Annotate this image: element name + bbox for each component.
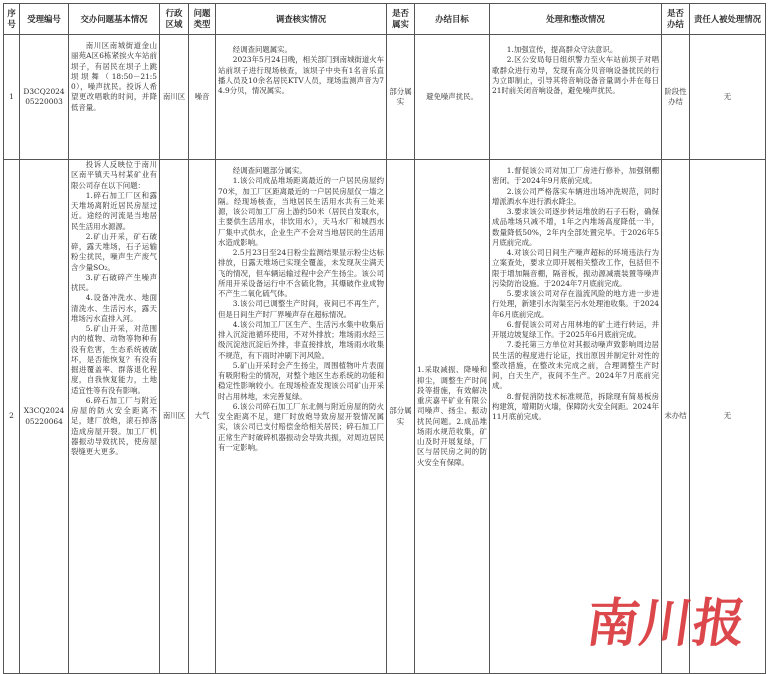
- header-completed: 是否办结: [662, 4, 690, 35]
- problem-paragraph: 1.碎石加工厂区和露天堆场离附近居民房屋过近。途经的河流是当地居民生活用水源源。: [71, 190, 157, 231]
- cell-code: X3CQ202405220064: [20, 160, 69, 674]
- cell-true-status: 部分属实: [387, 35, 415, 160]
- cell-handling: [490, 35, 662, 160]
- problem-paragraph: 4.设备冲洗水、地面清洗水、生活污水，露天堆场污水直排入河。: [71, 293, 157, 323]
- investigation-paragraph: 4.该公司加工厂区生产、生活污水集中收集后排入沉淀池循环使用，不对外排放；堆场雨水经三级沉淀池沉淀后外排，非直接排放，堆场雨水收集不规范，有下雨时冲刷下河风险。: [218, 319, 384, 360]
- header-district: 行政区域: [160, 4, 189, 35]
- handling-paragraph: 3.要求该公司逐步转运堆放的石子石粉，确保成品堆场只减不增，1年之内堆场高度降低一半，数量降低50%，2年内全部处置完毕。于2026年5月底前完成。: [492, 207, 659, 247]
- header-problem: 交办问题基本情况: [69, 4, 160, 35]
- case-table: [3, 3, 766, 674]
- cell-investigation: [216, 35, 387, 160]
- investigation-paragraph: 经调查问题部分属实。: [232, 166, 307, 175]
- investigation-paragraph: 1.该公司成品堆场距离最近的一户居民房屋约70米，加工厂区距离最近的一户居民房屋仅一墙之隔。经现场核查，当地居民生活用水共有三处来源，该公司加工厂房上游约50米（居民自发取水，主要供生活用水，非饮用水），天马水厂和城西水厂集中式供水，企业生产不会对当地居民的生活用水造成影响。: [218, 176, 384, 247]
- cell-accountability: 无: [690, 160, 766, 674]
- cell-accountability: 无: [690, 35, 766, 160]
- handling-paragraph: 2.区公安局每日组织警力至火车站前坝子对唱歌群众进行劝导，发现有高分贝音响设备扰民的行为立即制止，引导其将音响设备音量调小并在每日21时前关闭音响设备，避免噪声扰民。: [492, 55, 659, 95]
- investigation-paragraph: 2023年5月24日晚，相关部门到南城街道火车站前坝子进行现场核查，该坝子中央有1名音乐直播人员及10余名居民KTV人员，现场监测声音为74.9分贝，情况属实。: [218, 55, 384, 95]
- header-row: [4, 4, 766, 35]
- cell-true-status: 部分属实: [387, 160, 415, 674]
- handling-paragraph: 8.督促消防技术标准规范，拆除现有简易板房构建筑，增期防火墙，保障防火安全间距。2024年11月底前完成。: [492, 391, 659, 421]
- cell-district: 南川区: [160, 35, 189, 160]
- newspaper-watermark-logo: 南川报: [582, 593, 751, 654]
- cell-completed: 未办结: [662, 160, 690, 674]
- cell-completed: 阶段性办结: [662, 35, 690, 160]
- header-seq: 序号: [4, 4, 20, 35]
- header-type: 问题类型: [189, 4, 216, 35]
- header-code: 受理编号: [20, 4, 69, 35]
- table-row: [4, 35, 766, 160]
- cell-type: 大气: [189, 160, 216, 674]
- investigation-paragraph: 5.矿山开采时会产生扬尘，周围植物叶片表面有吸附粉尘的情况，对整个地区生态系统的功能和稳定性影响较小。在现场检查发现该公司矿山开采时占用林地，未完善复绿。: [218, 360, 384, 401]
- cell-goal: 1.采取减振、降噪和抑尘，调整生产时间段等措施，有效解决重庆嘉平矿业有限公司噪声、扬尘、振动扰民问题。2.成品堆场雨水规范收集，矿山及时开展复绿，厂区与居民房之间的防火安全有保障。: [415, 160, 490, 674]
- handling-paragraph: 5.要求该公司对存在溢流风险的地方进一步进行处理，新建引水沟渠至污水处理池收集。于2024年6月底前完成。: [492, 289, 659, 319]
- cell-seq: 1: [4, 35, 20, 160]
- cell-problem: [69, 35, 160, 160]
- handling-paragraph: 6.督促该公司对占用林地的矿土进行转运，并开展边坡复绿工作。于2025年6月底前完成。: [492, 319, 659, 339]
- header-true-status: 是否属实: [387, 4, 415, 35]
- cell-goal: 避免噪声扰民。: [415, 35, 490, 160]
- investigation-paragraph: 6.该公司碎石加工厂东北侧与附近房屋的防火安全距离不足，建厂时放炮导致房屋开裂情况属实，该公司已支付赔偿金给相关居民；碎石加工厂正常生产时破碎机器振动会导致共振，对周边居民有一定影响。: [218, 401, 384, 452]
- handling-paragraph: 1.加强宣传，提高群众守法意识。: [506, 45, 618, 54]
- cell-seq: 2: [4, 160, 20, 674]
- handling-paragraph: 4.对该公司日间生产噪声超标的环境违法行为立案查处，要求立即开展相关整改工作，包括但不限于增加隔音棚，隔音板，振动源减震装置等噪声污染防治设施。于2024年7月底前完成。: [492, 248, 659, 288]
- handling-paragraph: 2.该公司严格落实车辆进出场冲洗规范，同时增派洒水车进行洒水降尘。: [492, 186, 659, 206]
- problem-paragraph: 投诉人反映位于南川区南平镇天马村某矿业有限公司存在以下问题：: [71, 160, 157, 190]
- investigation-paragraph: 2.5月23日至24日粉尘监测结果显示粉尘达标排放，日露天堆场已实现全覆盖，未发现灰尘满天飞的情况，但车辆运输过程中会产生扬尘。该公司所用开采设备运行中不含硫化物，其爆破作业成物不产生二氧化硫气体。: [218, 248, 384, 298]
- handling-paragraph: 7.委托第三方单位对其振动噪声致影响周边居民生活的程度进行论证，找出原因并制定针对性的整改措施，在整改未完成之前，合理调整生产时间，白天生产，夜间不生产。2024年7月底前完成。: [492, 340, 659, 391]
- investigation-paragraph: 3.该公司已调整生产时间，夜间已不再生产，但是日间生产时厂界噪声存在超标情况。: [218, 299, 384, 319]
- header-handling: 处理和整改情况: [490, 4, 662, 35]
- header-investigation: 调查核实情况: [216, 4, 387, 35]
- problem-paragraph: 2.矿山开采，矿石破碎，露天堆场，石子运输粉尘扰民，噪声生产废气含少量SO₂。: [71, 231, 157, 272]
- problem-paragraph: 5.矿山开采，对范围内的植物、动物等物种有没有危害，生态系统被破坏，是否能恢复？有没有掘进覆盖率、群落退化程度，自我恢复能力，土地适宜性等有没有影响。: [71, 324, 157, 395]
- header-goal: 办结目标: [415, 4, 490, 35]
- cell-investigation: [216, 160, 387, 674]
- handling-paragraph: 1.督促该公司对加工厂房进行修补，加强钢棚密闭。于2024年9月底前完成。: [492, 166, 659, 186]
- problem-paragraph: 南川区南城街道金山丽苑A区6栋紧挨火车站前坝子，有居民在坝子上跳坝坝舞（18:50－21:50），噪声扰民。投诉人希望更改唱歌的时间，并降低音量。: [71, 41, 157, 112]
- cell-problem: [69, 160, 160, 674]
- problem-paragraph: 3.矿石破碎产生噪声扰民。: [71, 272, 157, 292]
- header-accountability: 责任人被处理情况: [690, 4, 766, 35]
- problem-paragraph: 6.碎石加工厂与附近房屋的防火安全距离不足，建厂放炮，滚石掉落造成房屋开裂。加工厂机器振动导致扰民，使房屋裂缝更大更多。: [71, 395, 157, 456]
- cell-type: 噪音: [189, 35, 216, 160]
- cell-code: D3CQ202405220003: [20, 35, 69, 160]
- investigation-paragraph: 经调查问题属实。: [232, 45, 292, 54]
- cell-district: 南川区: [160, 160, 189, 674]
